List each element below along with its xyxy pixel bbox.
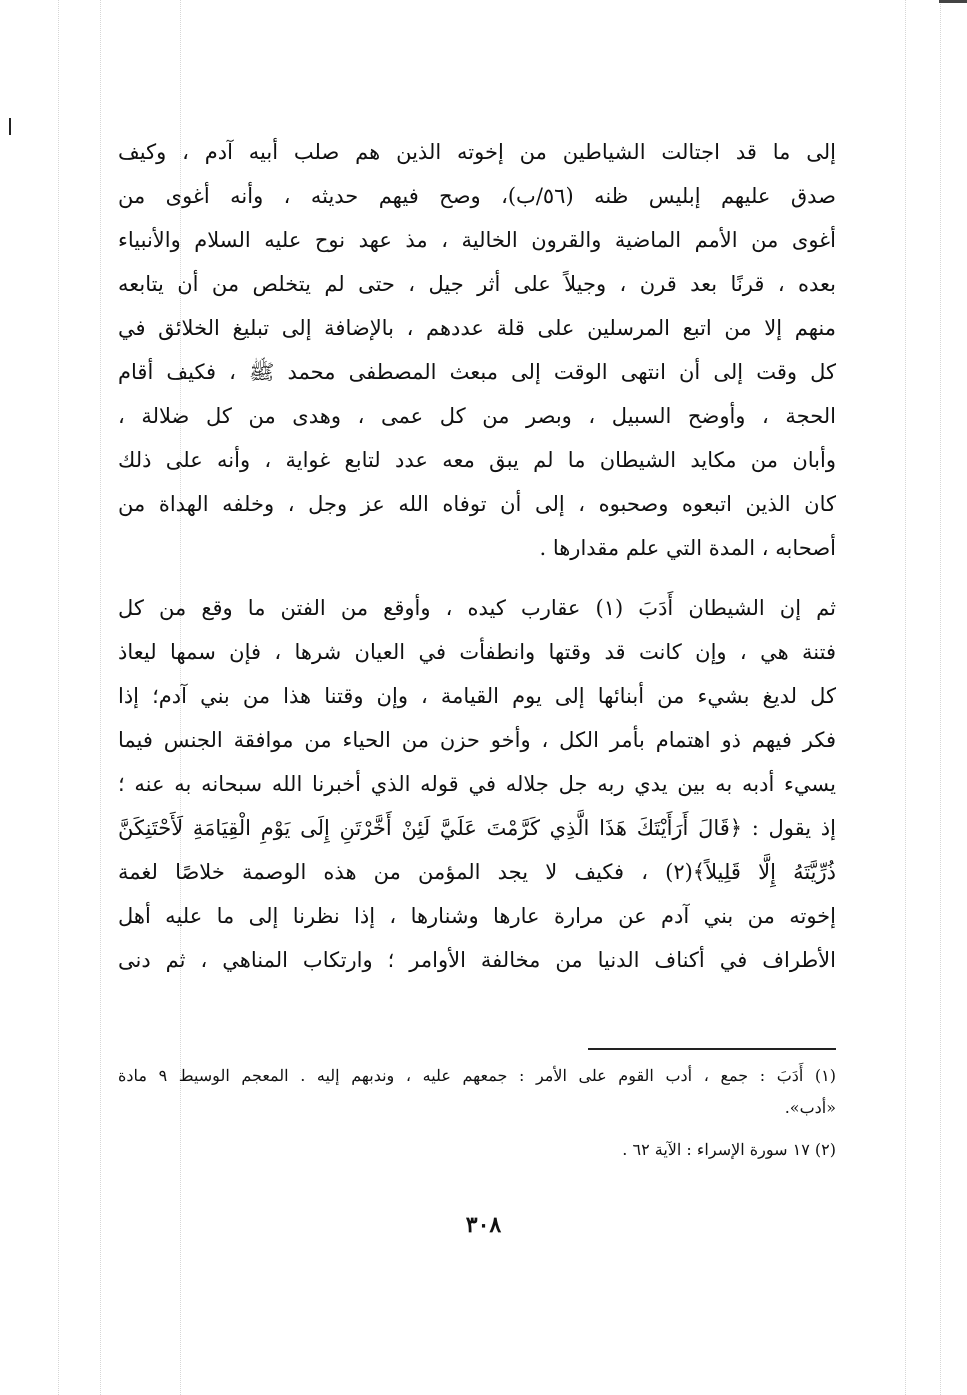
text-line: أغوى من الأمم الماضية والقرون الخالية ، مذ عهد نوح عليه السلام والأنبياء bbox=[118, 228, 836, 252]
text-line: إلى ما قد اجتالت الشياطين من إخوته الذين هم صلب أبيه آدم ، وكيف bbox=[118, 140, 836, 164]
text-line: منهم إلا من اتبع المرسلين على قلة عددهم ، بالإضافة إلى تبليغ الخلائق في bbox=[118, 316, 836, 340]
quran-verse-line: ذُرِّيَّتَهُ إِلَّا قَلِيلاً﴾(٢) ، فكيف لا يجد المؤمن من هذه الوصمة خلاصًا لغمة bbox=[118, 860, 836, 884]
text-line: يسيء أدبه به بين يدي ربه جل جلاله في قوله الذي أخبرنا الله سبحانه به عنه ؛ bbox=[118, 772, 836, 796]
footnote-2: (٢) ١٧ سورة الإسراء : الآية ٦٢ . bbox=[622, 1140, 836, 1159]
text-line: وأبان من مكايد الشيطان ما لم يبق معه عدد لتابع غواية ، وأنه على ذلك bbox=[118, 448, 836, 472]
text-line: صدق عليهم إبليس ظنه (٥٦/ب)، وصح فيهم حديثه ، وأنه أغوى من bbox=[118, 184, 836, 208]
text-line: إخوته من بني آدم عن مرارة عارها وشنارها ، إذا نظرنا إلى ما عليه أهل bbox=[118, 904, 836, 928]
scan-guide-line bbox=[58, 0, 59, 1395]
footnote-gap bbox=[118, 1050, 836, 1060]
main-text bbox=[118, 130, 836, 982]
footnote-gap bbox=[118, 1124, 836, 1134]
scan-guide-line bbox=[940, 0, 941, 1395]
text-line: فتنة هي ، وإن كانت قد وقتها وانطفأت في العيان شرها ، فإن سمها ليعاذ bbox=[118, 640, 836, 664]
footnote-1: (١) أَدَبَ : جمع ، أدب القوم على الأمر : جمعهم عليه ، وندبهم إليه . المعجم الوسيط ٩ مادة bbox=[118, 1066, 836, 1085]
footnotes bbox=[118, 1048, 836, 1166]
scan-guide-line bbox=[905, 0, 906, 1395]
paragraph-end-line: أصحابه ، المدة التي علم مقدارها . bbox=[539, 536, 836, 560]
margin-tick-mark bbox=[9, 118, 11, 135]
text-line: فكر فيهم ذو اهتمام بأمر الكل ، وأخو حزن من الحياء من موافقة الجنس فيما bbox=[118, 728, 836, 752]
text-line: الحجة ، وأوضح السبيل ، وبصر من كل عمى ، وهدى من كل ضلالة ، bbox=[118, 404, 836, 428]
text-line: كل وقت إلى أن انتهى الوقت إلى مبعث المصطفى محمد ﷺ ، فكيف أقام bbox=[118, 360, 836, 384]
paragraph-gap bbox=[118, 570, 836, 586]
quran-verse-line: إذ يقول : ﴿قَالَ أَرَأَيْتَكَ هَذَا الَّذِي كَرَّمْتَ عَلَيَّ لَئِنْ أَخَّرْتَنِ إِلَى يَوْمِ الْقِيَامَةِ لَأَحْتَنِكَنَّ bbox=[118, 816, 836, 840]
footnote-1-continuation: «أدب». bbox=[784, 1098, 836, 1117]
text-line: كل لديغ بشيء من أبنائها إلى يوم القيامة ، وإن وقتنا هذا من بني آدم؛ إذا bbox=[118, 684, 836, 708]
corner-scan-mark bbox=[939, 0, 967, 3]
text-line: ثم إن الشيطان أَدَبَ (١) عقارب كيده ، وأوقع من الفتن ما وقع من كل bbox=[118, 596, 836, 620]
text-line: الأطراف في أكناف الدنيا من مخالفة الأوامر ؛ وارتكاب المناهي ، ثم دنى bbox=[118, 948, 836, 972]
text-line: بعده ، قرنًا بعد قرن ، وجيلاً على أثر جيل ، حتى لم يتخلص من أن يتابعه bbox=[118, 272, 836, 296]
scan-guide-line bbox=[100, 0, 101, 1395]
page-number: ٣٠٨ bbox=[465, 1212, 502, 1238]
text-line: كان الذين اتبعوه وصحبوه ، إلى أن توفاه الله عز وجل ، وخلفه الهداة من bbox=[118, 492, 836, 516]
